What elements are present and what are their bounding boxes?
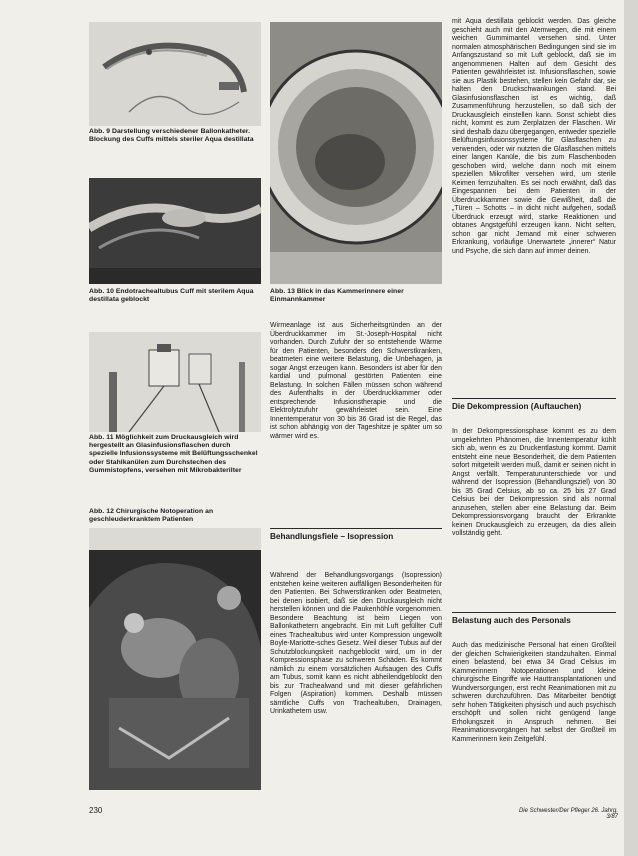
figure-11-caption: Abb. 11 Möglichkeit zum Druckausgleich wird hergestellt an Glasinfusionsflaschen durch spezielle Infusionssysteme mit Belüftungsschenkel oder Stahlkanülen zum Durchstechen des Gummistopfens, versehen mit Mikrobakterilter bbox=[89, 434, 258, 474]
column-3-text bbox=[452, 18, 616, 256]
column-3-paragraph-3: Auch das medizinische Personal hat einen Großteil der gleichen Schwierigkeiten standzuhalten. Einmal einen belastend, bei etwa 34 Grad Celsius im Kammerinnern Notoperationen und kleine chirurgische Eingriffe wie Hauttransplantationen und Wundversorgungen, erst recht Reanimationen mit zu schweren durchzuführen. Das Mitarbeiter benötigt sehr hohen Tätigkeiten physisch und auch psychisch erschöpft und sollen nicht genügend lange Erholungszeit in Anspruch nehmen. Bei Reanimationsvorgängen hat selbst der Großteil im Kammerinnern kein Zeitgefühl. bbox=[452, 642, 616, 743]
page-number: 230 bbox=[89, 806, 103, 815]
journal-reference: Die Schwester/Der Pfleger 26. Jahrg. 3/87 bbox=[518, 808, 618, 820]
column-2-paragraph-2: Während der Behandlungsvorgangs (Isopression) entstehen keine weiteren auffälligen Besonderheiten für den Patienten. Bei Schwerstkranken oder Beatmeten, bei denen isobiert, daß sie den Druckausgleich nicht herstellen können und die Paukenhöhle vorgenommen. Besondere Beachtung ist beim Liegen von Ballonkathetern angebracht. Ein mit Luft gefüllter Cuff eines Trachealtubus wird unter Kompression ungewollt Boyle-Mariotte-sches Gesetz. Weil dieser Tubus auf der Schutzblockungskeit nachgeblockt wird, um in der Kompressionsphase zu schweren Schäden. Es kommt nämlich zu einem vorsätzlichen Aufsaugen des Cuffs am Tubus, somit kann es nicht abheilendgeblockt den bis zur Trachealwand und mit dieser gefährlichen Folgen (Aspiration) kommen. Deshalb müssen sämtliche Cuffs von Trachealtuben, Drainagen, Urinkathetern usw. bbox=[270, 572, 442, 715]
scan-edge bbox=[624, 0, 638, 856]
section-heading-personal: Belastung auch des Personals bbox=[452, 616, 571, 625]
figure-10-photo bbox=[89, 178, 261, 284]
figure-12-caption: Abb. 12 Chirurgische Notoperation an geschleuderkranktem Patienten bbox=[89, 508, 214, 524]
section-heading-dekompression: Die Dekompression (Auftauchen) bbox=[452, 402, 582, 411]
figure-10-caption: Abb. 10 Endotrachealtubus Cuff mit sterilem Aqua destillata geblockt bbox=[89, 288, 254, 304]
column-3-text-3 bbox=[452, 642, 616, 744]
figure-13-caption: Abb. 13 Blick in das Kammerinnere einer Einmannkammer bbox=[270, 288, 404, 304]
heading-rule bbox=[270, 528, 442, 529]
figure-11-photo bbox=[89, 332, 261, 432]
column-3-paragraph: mit Aqua destillata geblockt werden. Das gleiche geschieht auch mit den Atemwegen, die mit einem weichen Gummimantel versehen sind. Unter normalen atmosphärischen Bedingungen sind sie im Anfangszustand so mit Luft geblockt, daß sie im angenommenen Halten auf dem Gesicht des Patienten gewährleistet ist. Infusionsflaschen, sowie sie aus Plastik bestehen, stellen kein Gefahr dar, sie halten den Druckschwankungen stand. Bei Glasinfusionsflaschen ist es wichtig, daß Zusammenführung herzustellen, so daß sich der Druckausgleich einstellen kann. Sonst schiebt dies nicht, kommt es zum Zerplatzen der Flaschen. Wir sind deshalb dazu übergegangen, entweder spezielle Belüftungsinfusionssysteme für Glasflaschen zu verwenden, oder wir nutzten die Glasflaschen mittels einer langen Kanüle, die bis zum Flaschenboden geschoben wird, welche dann noch mit einem speziellen Mikrofilter versehen wird, um sterile Keimen fernzuhalten. Es sei noch erwähnt, daß das Eingespannen bei dem Patienten in der Überdruckkammer sowie die Gewißheit, daß die „Türen – Schotts – in dicht nicht aufgehen, sodaß Überdruck erzeugt wird, starke Reaktionen und obtanes Angstgefühl erzeugen kann. Nicht selten, schon gar nicht Jemand mit einer schweren Erkrankung, vorläufige Unerwartete „innerer“ Natur und Psyche, die sich dann auf immer deinen. bbox=[452, 18, 616, 255]
column-2-paragraph: Wirmeanlage ist aus Sicherheitsgründen an der Überdruckkammer im St.-Joseph-Hospital nicht vorhanden. Durch Zufuhr der so entstehende Wärme für den Patienten, besonders den Schwerstkranken, beatmeten eine weitere Belastung, die Unbehagen, ja sogar Angst erzeugen kann. Besonders ist aber für den kardial und pulmonal gestörten Patienten eine Belastung. In solchen Fällen müssen schon während des Aufenthalts in der Überdruckkammer oder entsprechende Infusionstherapie und die Elektrolytzufuhr gewährleistet sein. Eine Innentemperatur von 30 bis 36 Grad ist die Regel, das ist schon abhängig von der Tageshitze je später um so wärmer wird es. bbox=[270, 322, 442, 440]
figure-12-photo bbox=[89, 528, 261, 790]
heading-rule-3 bbox=[452, 612, 616, 613]
figure-9-photo bbox=[89, 22, 261, 126]
figure-13-photo bbox=[270, 22, 442, 284]
column-3-text-2 bbox=[452, 428, 616, 539]
figure-9-caption: Abb. 9 Darstellung verschiedener Ballonkatheter. Blockung des Cuffs mittels steriler Aqua destillata bbox=[89, 128, 254, 144]
heading-rule-2 bbox=[452, 398, 616, 399]
column-2-text bbox=[270, 322, 442, 441]
column-2-text-2 bbox=[270, 572, 442, 717]
column-3-paragraph-2: In der Dekompressionsphase kommt es zu dem umgekehrten Phänomen, die Innentemperatur kühlt sich ab, wenn es zu Druckentlastung kommt. Damit entsteht eine neue Besonderheit, die dem Patienten sofort mitgeteilt werden muß, damit er seinen nicht in Angst verfällt. Temperaturunterschiede vor und während der Isopression (Behandlungsziel) von 30 bis 35 Grad Celsius, ab so ca. 25 bis 27 Grad Celsius bei der Dekompression sind als normal anzusehen, stellen aber eine Belastung dar. Beim Dekompressionsvorgang braucht der Erkrankte keinen Druckausgleich zu erzeugen, da dies allein vollständig geht. bbox=[452, 428, 616, 537]
section-heading-isopression: Behandlungsfiele – Isopression bbox=[270, 532, 394, 541]
